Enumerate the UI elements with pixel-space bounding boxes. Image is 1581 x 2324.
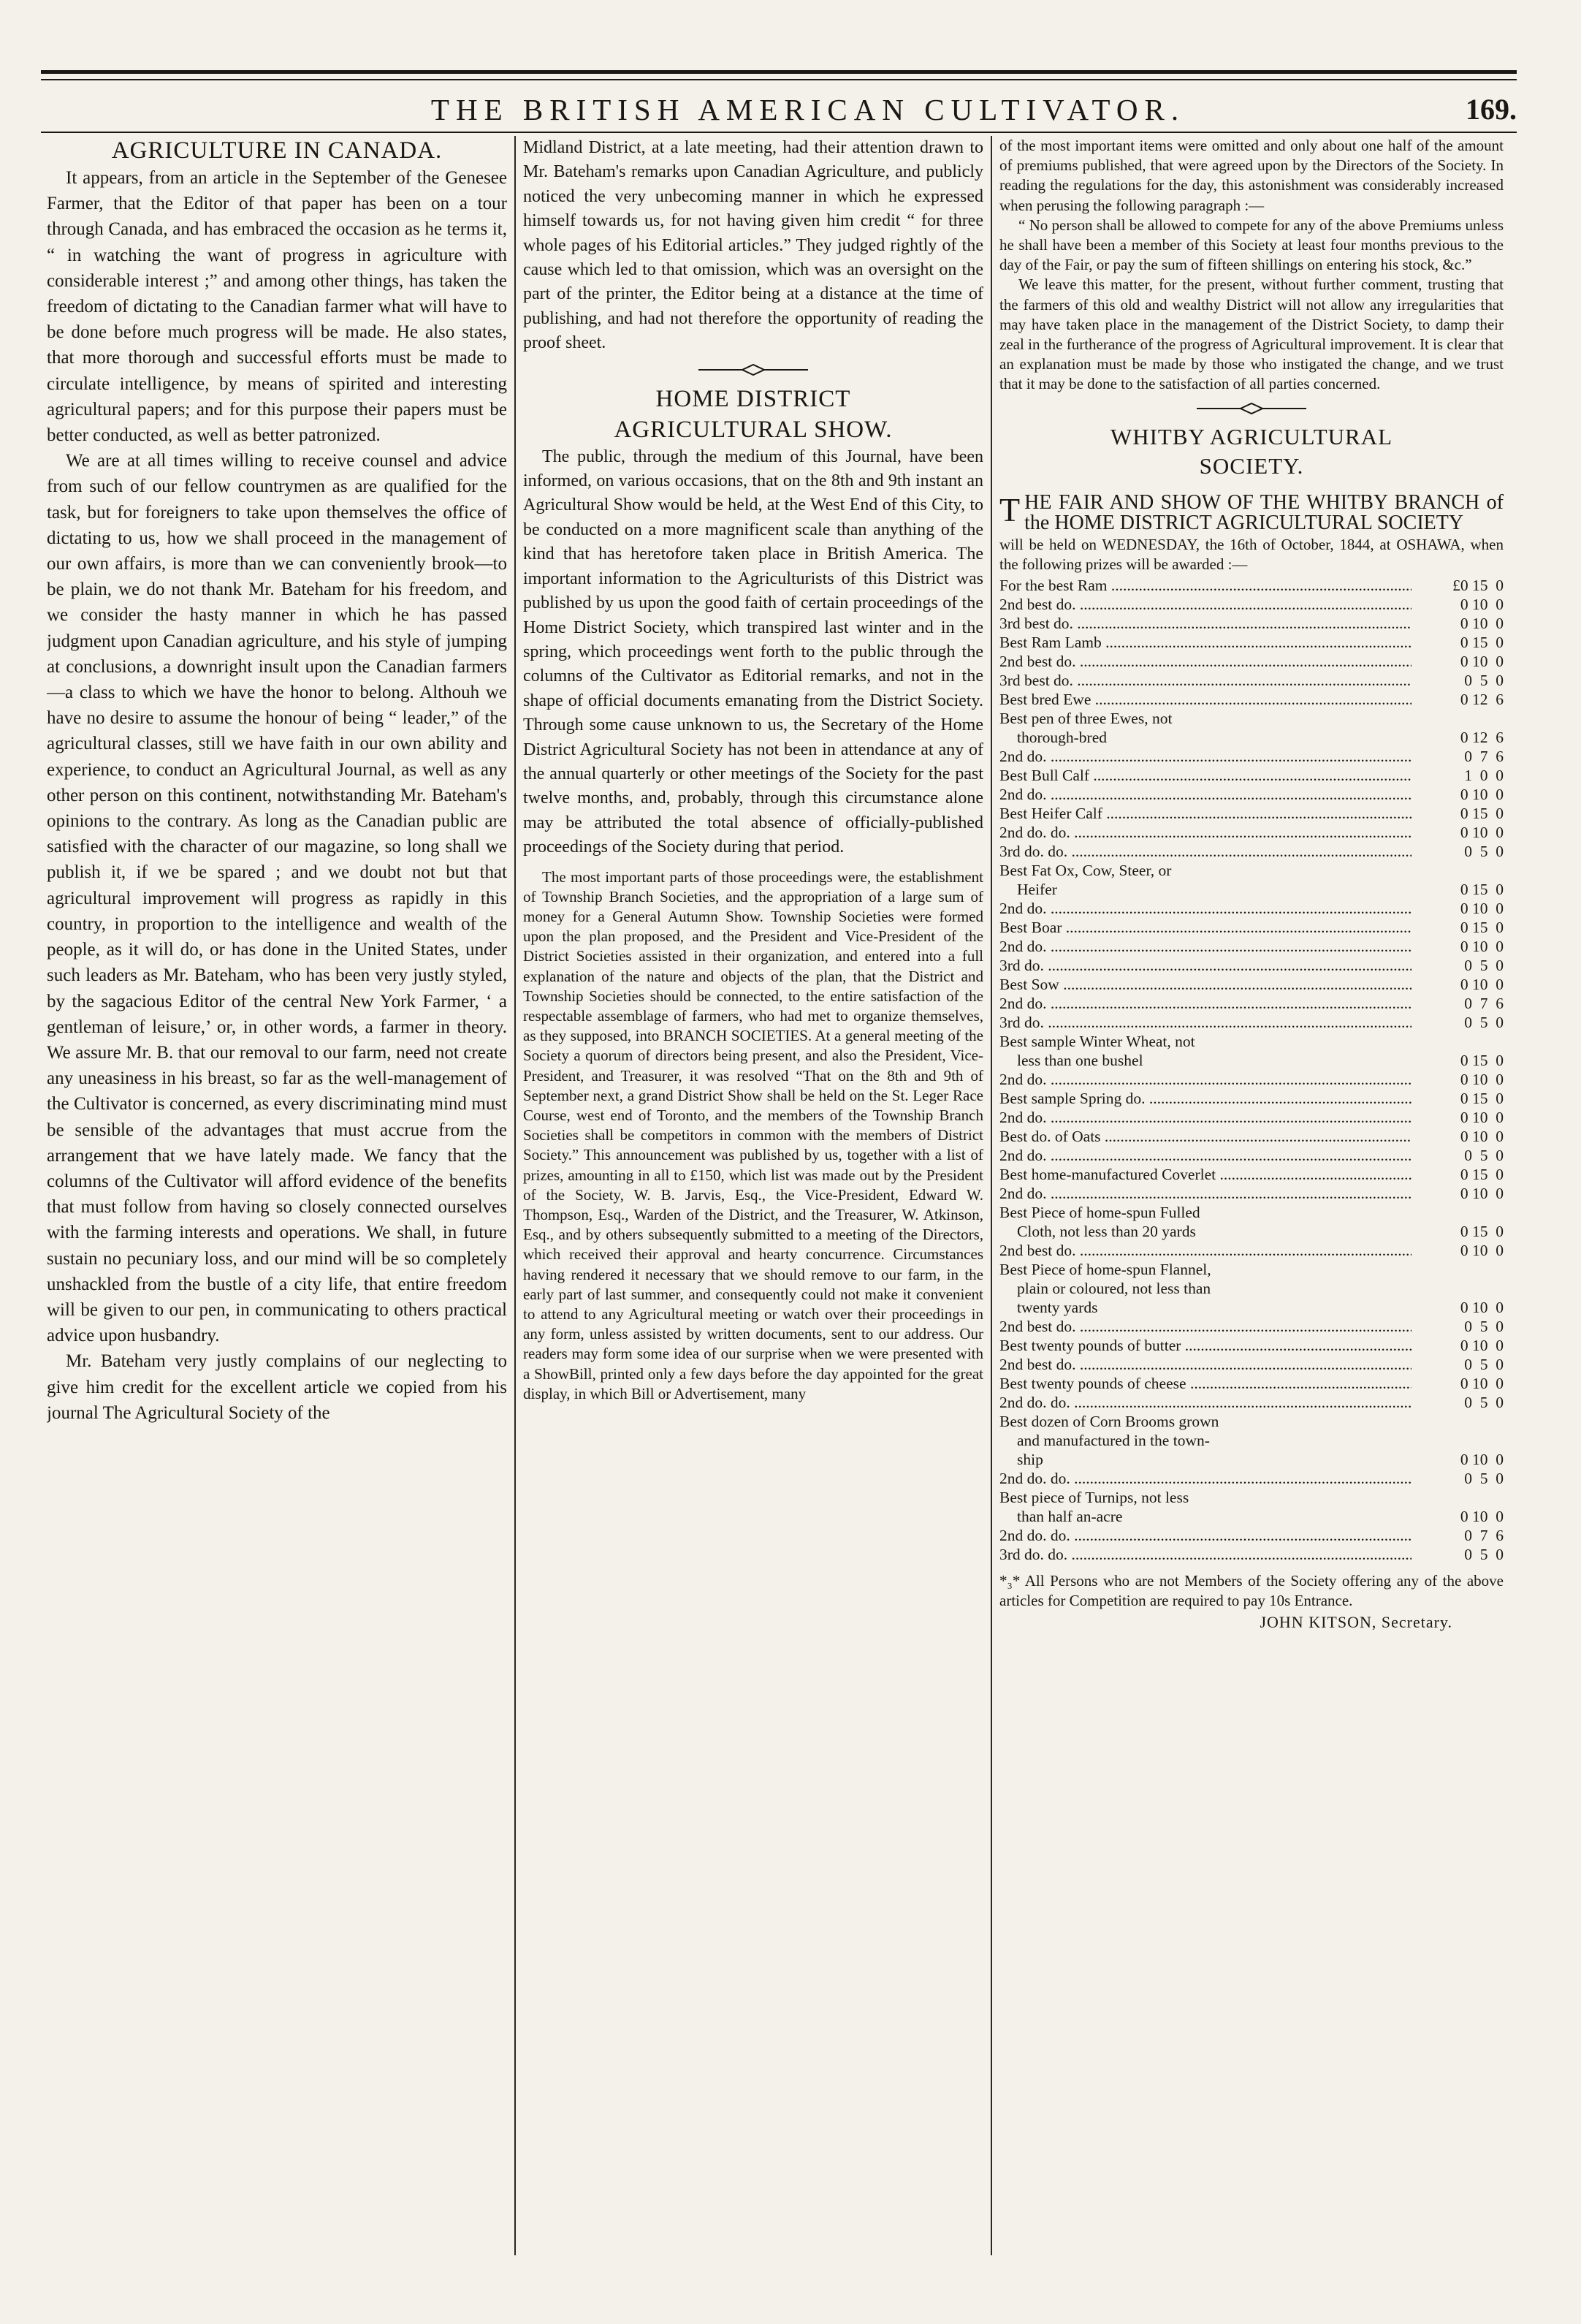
prize-amount: 0 7 6 bbox=[1464, 1526, 1504, 1544]
prize-amount bbox=[1412, 1488, 1504, 1507]
prize-row bbox=[999, 823, 1504, 842]
prize-row bbox=[999, 1431, 1504, 1450]
article-paragraph: Midland District, at a late meeting, had their attention drawn to Mr. Bateham's remarks upon Canadian Agriculture, and publicly noticed the very unbecoming manner in which he expressed himself towards us, for not having given him credit “ for three whole pages of his Editorial articles.” They judged rightly of the cause which led to that omission, which was an oversight on the part of the printer, the Editor being at a distance at the time of publishing, and had not therefore the opportunity of reading the proof sheet. bbox=[523, 138, 983, 353]
article-paragraph: The public, through the medium of this Journal, have been informed, on various occasions, that on the 8th and 9th instant an Agricultural Show would be held, at the West End of this City, to be conducted on a more magnificent scale than anything of the kind that has heretofore taken place in British America. The important information to the Agriculturists of this District was published by us upon the good faith of certain proceedings of the Home District Society, which transpired last winter and in the spring, which proceedings went forth to the public through the columns of the Cultivator as Editorial remarks, and not in the shape of official documents emanating from the District Society. Through some cause unknown to us, the Secretary of the Home District Agricultural Society has not been in attendance at any of the annual quarterly or other meetings of the Society for the past twelve months, and, probably, through this circumstance alone may be attributed the total absence of officially-published proceedings of the Society during that period. bbox=[523, 447, 983, 857]
drop-cap: T bbox=[999, 490, 1021, 528]
prize-amount bbox=[1412, 1203, 1504, 1222]
prize-amount bbox=[1412, 1260, 1504, 1279]
prize-row bbox=[999, 994, 1504, 1013]
prize-label: and manufactured in the town- bbox=[1017, 1431, 1210, 1449]
prize-label: thorough-bred bbox=[1017, 728, 1107, 746]
prize-amount: 0 10 0 bbox=[1460, 614, 1504, 632]
prize-label: 2nd do. do. ..... bbox=[999, 823, 1412, 842]
prize-label: less than one bushel bbox=[1017, 1051, 1143, 1069]
prize-row bbox=[999, 766, 1504, 785]
prize-label: 2nd best do. ..... bbox=[999, 595, 1412, 614]
prize-amount: 0 12 6 bbox=[1460, 728, 1504, 746]
prize-label: Best Bull Calf ..... bbox=[999, 766, 1412, 785]
prize-row bbox=[999, 690, 1504, 709]
prize-amount: 0 15 0 bbox=[1460, 880, 1504, 898]
prize-label: twenty yards bbox=[1017, 1298, 1098, 1316]
prize-label: plain or coloured, not less than bbox=[1017, 1279, 1211, 1297]
prize-row bbox=[999, 937, 1504, 956]
prize-row bbox=[999, 1298, 1504, 1317]
prize-row bbox=[999, 1108, 1504, 1127]
prize-label: 2nd do. ..... bbox=[999, 1146, 1412, 1165]
prize-row bbox=[999, 1526, 1504, 1545]
prize-row bbox=[999, 918, 1504, 937]
prize-amount bbox=[1412, 1032, 1504, 1051]
prize-amount: 0 10 0 bbox=[1460, 1127, 1504, 1145]
prize-amount: 0 15 0 bbox=[1460, 1089, 1504, 1107]
prize-amount: 0 15 0 bbox=[1460, 804, 1504, 822]
signature: JOHN KITSON, Secretary. bbox=[1260, 1612, 1452, 1631]
column-rule-1 bbox=[514, 136, 516, 2255]
prize-amount bbox=[1412, 1412, 1504, 1431]
fair-notice-title bbox=[999, 490, 1504, 534]
prize-label: 2nd do. ..... bbox=[999, 785, 1412, 804]
prize-amount: 0 15 0 bbox=[1460, 1165, 1504, 1183]
prize-label: Cloth, not less than 20 yards bbox=[1017, 1222, 1196, 1240]
footnote: *₃* All Persons who are not Members of the Society offering any of the above articles for Competition are required to pay 10s Entrance. bbox=[999, 1571, 1504, 1609]
prize-label: 3rd do. do. ..... bbox=[999, 842, 1412, 861]
article-paragraph: Mr. Bateham very justly complains of our neglecting to give him credit for the excellent article we copied from his journal The Agricultural Society of the bbox=[47, 1351, 507, 1423]
prize-amount: 0 10 0 bbox=[1460, 652, 1504, 670]
prize-label: Best bred Ewe ..... bbox=[999, 690, 1412, 709]
prize-label: Best dozen of Corn Brooms grown bbox=[999, 1412, 1219, 1430]
prize-label: 2nd do. ..... bbox=[999, 1108, 1412, 1127]
prize-amount: 0 10 0 bbox=[1460, 975, 1504, 993]
article-heading-agriculture-in-canada: AGRICULTURE IN CANADA. bbox=[111, 137, 443, 164]
prize-label: Best piece of Turnips, not less bbox=[999, 1488, 1189, 1506]
prize-row bbox=[999, 1089, 1504, 1108]
prize-amount: 0 15 0 bbox=[1460, 918, 1504, 936]
prize-amount: 0 10 0 bbox=[1460, 1450, 1504, 1468]
prize-label: 3rd do. ..... bbox=[999, 1013, 1412, 1032]
prize-label: Best Piece of home-spun Fulled bbox=[999, 1203, 1200, 1221]
prize-row bbox=[999, 747, 1504, 766]
prize-amount: 0 10 0 bbox=[1460, 1374, 1504, 1392]
prize-amount: 0 10 0 bbox=[1460, 823, 1504, 841]
prize-label: 2nd do. ..... bbox=[999, 1184, 1412, 1203]
prize-amount: 0 5 0 bbox=[1464, 1355, 1504, 1373]
prize-row bbox=[999, 1146, 1504, 1165]
prize-row bbox=[999, 804, 1504, 823]
ornament-divider-icon bbox=[1197, 400, 1306, 417]
article-paragraph: of the most important items were omitted and only about one half of the amount of premiums published, that were agreed upon by the Directors of the Society. In reading the regulations for the day, this astonishment was considerably increased when perusing the following paragraph :— bbox=[999, 137, 1504, 214]
prize-amount: 0 10 0 bbox=[1460, 937, 1504, 955]
prize-amount: 0 10 0 bbox=[1460, 899, 1504, 917]
prize-row bbox=[999, 1070, 1504, 1089]
prize-amount: 0 10 0 bbox=[1460, 1507, 1504, 1525]
prize-row bbox=[999, 975, 1504, 994]
prize-label: than half an-acre bbox=[1017, 1507, 1123, 1525]
prize-label: Best Piece of home-spun Flannel, bbox=[999, 1260, 1211, 1278]
prize-row bbox=[999, 1203, 1504, 1222]
running-title: THE BRITISH AMERICAN CULTIVATOR. bbox=[430, 93, 1186, 126]
prize-amount: 0 5 0 bbox=[1464, 1545, 1504, 1563]
prize-amount: 0 10 0 bbox=[1460, 1108, 1504, 1126]
prize-amount: 0 5 0 bbox=[1464, 1317, 1504, 1335]
prize-amount: 0 5 0 bbox=[1464, 671, 1504, 689]
prize-row bbox=[999, 1412, 1504, 1431]
prize-amount: 0 10 0 bbox=[1460, 1336, 1504, 1354]
fair-notice-body: will be held on WEDNESDAY, the 16th of October, 1844, at OSHAWA, when the following prizes will be awarded :— bbox=[999, 535, 1504, 573]
page-number: 169. bbox=[1466, 93, 1517, 126]
prize-row bbox=[999, 842, 1504, 861]
prize-amount: 0 5 0 bbox=[1464, 1469, 1504, 1487]
prize-label: Best Boar ..... bbox=[999, 918, 1412, 937]
prize-label: Best Fat Ox, Cow, Steer, or bbox=[999, 861, 1172, 879]
prize-amount bbox=[1412, 709, 1504, 728]
prize-label: 2nd do. do. ..... bbox=[999, 1526, 1412, 1545]
prize-row bbox=[999, 614, 1504, 633]
prize-label: Best home-manufactured Coverlet ..... bbox=[999, 1165, 1412, 1184]
top-rule-thin bbox=[41, 79, 1517, 80]
prize-label: Best do. of Oats ..... bbox=[999, 1127, 1412, 1146]
prize-row bbox=[999, 728, 1504, 747]
prize-amount: 0 10 0 bbox=[1460, 595, 1504, 613]
prize-row bbox=[999, 785, 1504, 804]
prize-row bbox=[999, 956, 1504, 975]
prize-row bbox=[999, 1279, 1504, 1298]
prize-row bbox=[999, 1450, 1504, 1469]
prize-label: 2nd best do. ..... bbox=[999, 1241, 1412, 1260]
prize-label: Best twenty pounds of butter ..... bbox=[999, 1336, 1412, 1355]
prize-row bbox=[999, 1488, 1504, 1507]
prize-list bbox=[999, 576, 1504, 1564]
article-heading-agricultural-show: AGRICULTURAL SHOW. bbox=[614, 416, 893, 443]
prize-amount: 0 12 6 bbox=[1460, 690, 1504, 708]
prize-row bbox=[999, 1241, 1504, 1260]
prize-label: Best Sow ..... bbox=[999, 975, 1412, 994]
top-rule bbox=[41, 70, 1517, 74]
prize-row bbox=[999, 1013, 1504, 1032]
article-heading-whitby: WHITBY AGRICULTURAL bbox=[1110, 423, 1393, 449]
article-heading-society: SOCIETY. bbox=[1199, 452, 1304, 479]
prize-amount: 0 10 0 bbox=[1460, 1298, 1504, 1316]
prize-label: 3rd best do. ..... bbox=[999, 614, 1412, 633]
ornament-divider-icon bbox=[698, 362, 808, 378]
prize-label: Best sample Winter Wheat, not bbox=[999, 1032, 1195, 1050]
prize-label: 2nd best do. ..... bbox=[999, 652, 1412, 671]
prize-label: 3rd best do. ..... bbox=[999, 671, 1412, 690]
prize-amount: 0 15 0 bbox=[1460, 1051, 1504, 1069]
article-heading-home-district: HOME DISTRICT bbox=[655, 385, 851, 412]
prize-row bbox=[999, 1545, 1504, 1564]
prize-label: 2nd do. ..... bbox=[999, 747, 1412, 766]
prize-label: Best pen of three Ewes, not bbox=[999, 709, 1173, 727]
prize-row bbox=[999, 1051, 1504, 1070]
prize-label: 2nd do. ..... bbox=[999, 994, 1412, 1013]
prize-row bbox=[999, 709, 1504, 728]
prize-label: 2nd do. do. ..... bbox=[999, 1469, 1412, 1488]
prize-label: Heifer bbox=[1017, 880, 1057, 898]
prize-amount: 0 7 6 bbox=[1464, 747, 1504, 765]
prize-row bbox=[999, 1374, 1504, 1393]
prize-row bbox=[999, 1336, 1504, 1355]
prize-row bbox=[999, 1393, 1504, 1412]
notice-title-text: HE FAIR AND SHOW OF THE WHITBY BRANCH of the HOME DISTRICT AGRICULTURAL SOCIETY bbox=[1024, 490, 1504, 534]
column-3 bbox=[999, 136, 1504, 2270]
prize-label: 3rd do. do. ..... bbox=[999, 1545, 1412, 1564]
prize-amount: 0 5 0 bbox=[1464, 842, 1504, 860]
prize-amount bbox=[1412, 861, 1504, 880]
column-2 bbox=[523, 136, 983, 2277]
prize-label: 2nd do. ..... bbox=[999, 899, 1412, 918]
prize-label: For the best Ram ..... bbox=[999, 576, 1412, 595]
prize-label: Best sample Spring do. ..... bbox=[999, 1089, 1412, 1108]
prize-amount: £0 15 0 bbox=[1452, 576, 1504, 594]
prize-row bbox=[999, 652, 1504, 671]
prize-row bbox=[999, 1165, 1504, 1184]
prize-row bbox=[999, 1127, 1504, 1146]
prize-row bbox=[999, 880, 1504, 899]
prize-label: Best Heifer Calf ..... bbox=[999, 804, 1412, 823]
prize-amount: 0 15 0 bbox=[1460, 633, 1504, 651]
article-paragraph: It appears, from an article in the September of the Genesee Farmer, that the Editor of that paper has been on a tour through Canada, and has embraced the occasion as he terms it, “ in watching the want of progress in agriculture with considerable interest ;” and among other things, has taken the freedom of dictating to the Canadian farmer what will have to be done before much progress will be made. He also states, that more thorough and successful efforts must be made to circulate intelligence, by means of spirited and interesting agricultural papers; and for this purpose their papers must be better conducted, as well as better patronized. bbox=[47, 168, 507, 446]
prize-row bbox=[999, 671, 1504, 690]
column-1 bbox=[47, 136, 507, 2270]
prize-label: ship bbox=[1017, 1450, 1043, 1468]
prize-row bbox=[999, 1355, 1504, 1374]
prize-row bbox=[999, 633, 1504, 652]
prize-amount: 0 5 0 bbox=[1464, 1013, 1504, 1031]
prize-row bbox=[999, 899, 1504, 918]
prize-row bbox=[999, 595, 1504, 614]
quoted-regulation: “ No person shall be allowed to compete for any of the above Premiums unless he shall have been a member of this Society at least four months previous to the day of the Fair, or pay the sum of fifteen shillings on entering his stock, &c.” bbox=[999, 216, 1504, 274]
article-paragraph: We leave this matter, for the present, without further comment, trusting that the farmers of this old and wealthy District will not allow any irregularities that may have taken place in the management of the District Society, to damp their zeal in the furtherance of the progress of Agricultural improvement. It is clear that an explanation must be made by those who instigated the change, and we trust that it may be done to the satisfaction of all parties concerned. bbox=[999, 276, 1504, 393]
article-paragraph: We are at all times willing to receive counsel and advice from such of our fellow countrymen as are qualified for the task, but for foreigners to take upon themselves the office of dictating to us, how we shall proceed in the management of our own affairs, is more than we can conveniently brook—to be plain, we do not thank Mr. Bateham for his freedom, and we consider the hasty manner in which he has passed judgment upon Canadian agriculture, and his style of jumping at conclusions, a downright insult upon the Canadian farmers—a class to which we have the honor to belong. Althouh we have no desire to assume the honour of being “ leader,” of the agricultural classes, still we have faith in our own ability and experience, to conduct an Agricultural Journal, as well as any other person on this continent, notwithstanding Mr. Bateham's opinions to the contrary. As long as the Canadian public are satisfied with the character of our magazine, so long shall we publish it, if we be spared ; and we doubt not but that agricultural improvement will progress as rapidly in this country, in proportion to the intelligence and wealth of the people, as it will do, or has done in the United States, under such leaders as Mr. Bateham, who has been very justly styled, by the sagacious Editor of the central New York Farmer, ‘ a gentleman of leisure,’ or, in other words, a farmer in theory. We assure Mr. B. that our removal to our farm, need not create any uneasiness in his breast, so far as the well-management of the Cultivator is concerned, as every discriminating mind must be sensible of the advantages that must accrue from the arrangement that we have lately made. We fancy that the columns of the Cultivator will afford evidence of the benefits that must follow from having so closely connected ourselves with the farming interests and operations. We shall, in future sustain no pecuniary loss, and our mind will be so completely unshackled from the bustle of a city life, that entire freedom will be given to our pen, in communicating to others practical advice upon husbandry. bbox=[47, 451, 507, 1346]
prize-row bbox=[999, 1222, 1504, 1241]
prize-row bbox=[999, 1469, 1504, 1488]
prize-row bbox=[999, 576, 1504, 595]
prize-label: Best Ram Lamb ..... bbox=[999, 633, 1412, 652]
prize-amount: 0 10 0 bbox=[1460, 1070, 1504, 1088]
column-rule-2 bbox=[991, 136, 992, 2255]
prize-label: 2nd do. do. ..... bbox=[999, 1393, 1412, 1412]
prize-amount: 0 5 0 bbox=[1464, 956, 1504, 974]
header-rule bbox=[41, 132, 1517, 133]
prize-row bbox=[999, 1507, 1504, 1526]
prize-label: 3rd do. ..... bbox=[999, 956, 1412, 975]
prize-row bbox=[999, 861, 1504, 880]
prize-label: Best twenty pounds of cheese ..... bbox=[999, 1374, 1412, 1393]
prize-label: 2nd best do. ..... bbox=[999, 1317, 1412, 1336]
prize-amount: 0 5 0 bbox=[1464, 1393, 1504, 1411]
prize-amount: 0 5 0 bbox=[1464, 1146, 1504, 1164]
prize-row bbox=[999, 1317, 1504, 1336]
prize-row bbox=[999, 1032, 1504, 1051]
running-header bbox=[41, 89, 1517, 130]
prize-row bbox=[999, 1260, 1504, 1279]
prize-amount: 1 0 0 bbox=[1464, 766, 1504, 784]
prize-amount: 0 10 0 bbox=[1460, 1241, 1504, 1259]
prize-amount: 0 7 6 bbox=[1464, 994, 1504, 1012]
prize-label: 2nd do. ..... bbox=[999, 1070, 1412, 1089]
prize-amount: 0 15 0 bbox=[1460, 1222, 1504, 1240]
prize-label: 2nd best do. ..... bbox=[999, 1355, 1412, 1374]
prize-amount bbox=[1412, 1279, 1504, 1298]
article-paragraph: The most important parts of those proceedings were, the establishment of Township Branch Societies, and the appropriation of a large sum of money for a General Autumn Show. Township Societies were formed upon the plan proposed, and the President and Vice-President of the District Societies assisted in their organization, and entered into a full explanation of the nature and objects of the plan, that the District and Township Societies should be connected, to the entire satisfaction of the respectable assemblage of farmers, who had met to organize themselves, as they supposed, into BRANCH SOCIETIES. At a general meeting of the Society a quorum of directors being present, and also the President, Vice-President, and Treasurer, it was resolved “That on the 8th and 9th of September next, a grand District Show shall be held on the St. Leger Race Course, west end of Toronto, and the members of the Township Branch Societies shall be competitors in common with the members of District Society.” This announcement was published by us, together with a list of prizes, amounting in all to £150, which list was made out by the President of the Society, W. B. Jarvis, Esq., the Vice-President, Edward W. Thompson, Esq., Warden of the District, and the Treasurer, W. Atkinson, Esq., and by others subsequently submitted to a meeting of the Directors, which received their approval and hearty concurrence. Circumstances having rendered it necessary that we should remove to our farm, in the early part of last summer, and consequently could not make it convenient to attend to any Agricultural meeting or watch over their proceedings in any form, unless assisted by written documents, sent to our address. Our readers may form some idea of our surprise when we were presented with a ShowBill, printed only a few days before the day appointed for the great display, in which Bill or Advertisement, many bbox=[523, 867, 983, 1402]
prize-amount bbox=[1412, 1431, 1504, 1450]
prize-amount: 0 10 0 bbox=[1460, 1184, 1504, 1202]
prize-row bbox=[999, 1184, 1504, 1203]
prize-amount: 0 10 0 bbox=[1460, 785, 1504, 803]
prize-label: 2nd do. ..... bbox=[999, 937, 1412, 956]
